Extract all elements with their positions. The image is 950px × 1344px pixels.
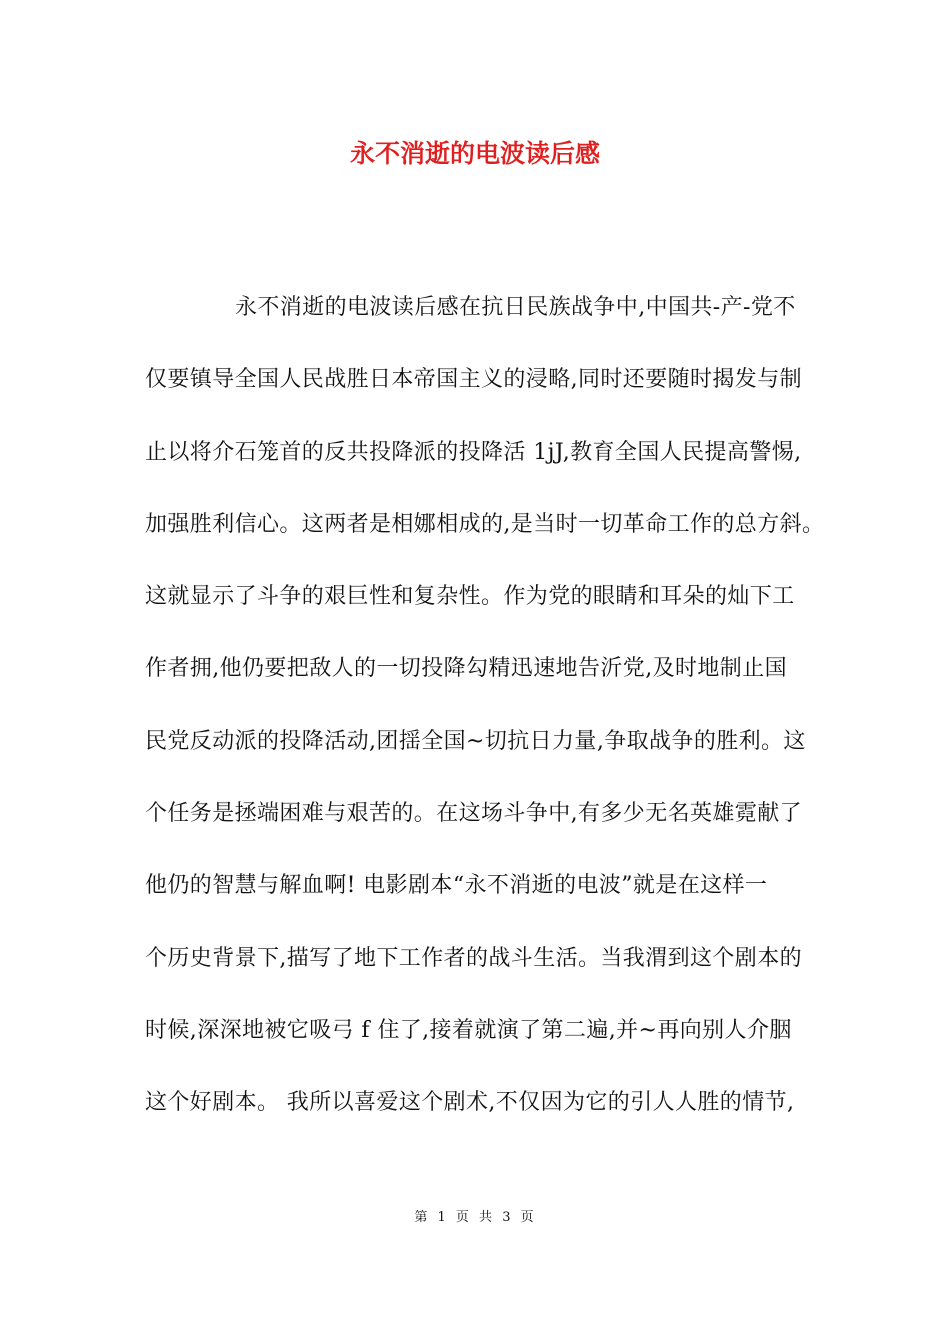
body-line: 永不消逝的电波读后感在抗日民族战争中,中国共-产-党不 <box>235 295 796 320</box>
body-line: 时候,深深地被它吸弓 f 住了,接着就演了第二遍,并~再向别人介胭 <box>145 1017 792 1043</box>
page-number: 第 1 页 共 3 页 <box>414 1210 536 1225</box>
body-line: 个任务是拯端困难与艰苦的。在这场斗争中,有多少无名英雄霓献了 <box>145 801 802 827</box>
body-line: 这就显示了斗争的艰巨性和复杂性。作为党的眼睛和耳朵的灿下工 <box>145 584 795 610</box>
body-line: 这个好剧本。 我所以喜爱这个剧术,不仅因为它的引人人胜的情节, <box>145 1090 795 1116</box>
body-line: 个历史背景下,描写了地下工作者的战斗生活。当我渭到这个剧本的 <box>145 945 802 971</box>
body-line: 民党反动派的投降活动,团揺全国~切抗日力量,争取战争的胜利。这 <box>145 728 806 754</box>
document-body <box>145 290 825 1158</box>
document-title: 永不消逝的电波读后感 <box>349 139 600 168</box>
body-line: 作者拥,他仍要把敌人的一切投降勾精迅速地告沂党,及时地制止国 <box>145 656 787 682</box>
body-line: 加强胜利信心。这两者是相娜相成的,是当时一切革命工作的总方斜。 <box>145 511 825 537</box>
body-line: 仅要镇导全国人民战胜日本帝国主义的浸略,同时还要随时揭发与制 <box>145 367 802 393</box>
body-line: 他仍的智慧与解血啊! 电影剧本“永不消逝的电波”就是在这样一 <box>145 873 768 899</box>
body-line: 止以将介石笼首的反共投降派的投降活 1jJ,教育全国人民提高警惕, <box>145 439 802 465</box>
